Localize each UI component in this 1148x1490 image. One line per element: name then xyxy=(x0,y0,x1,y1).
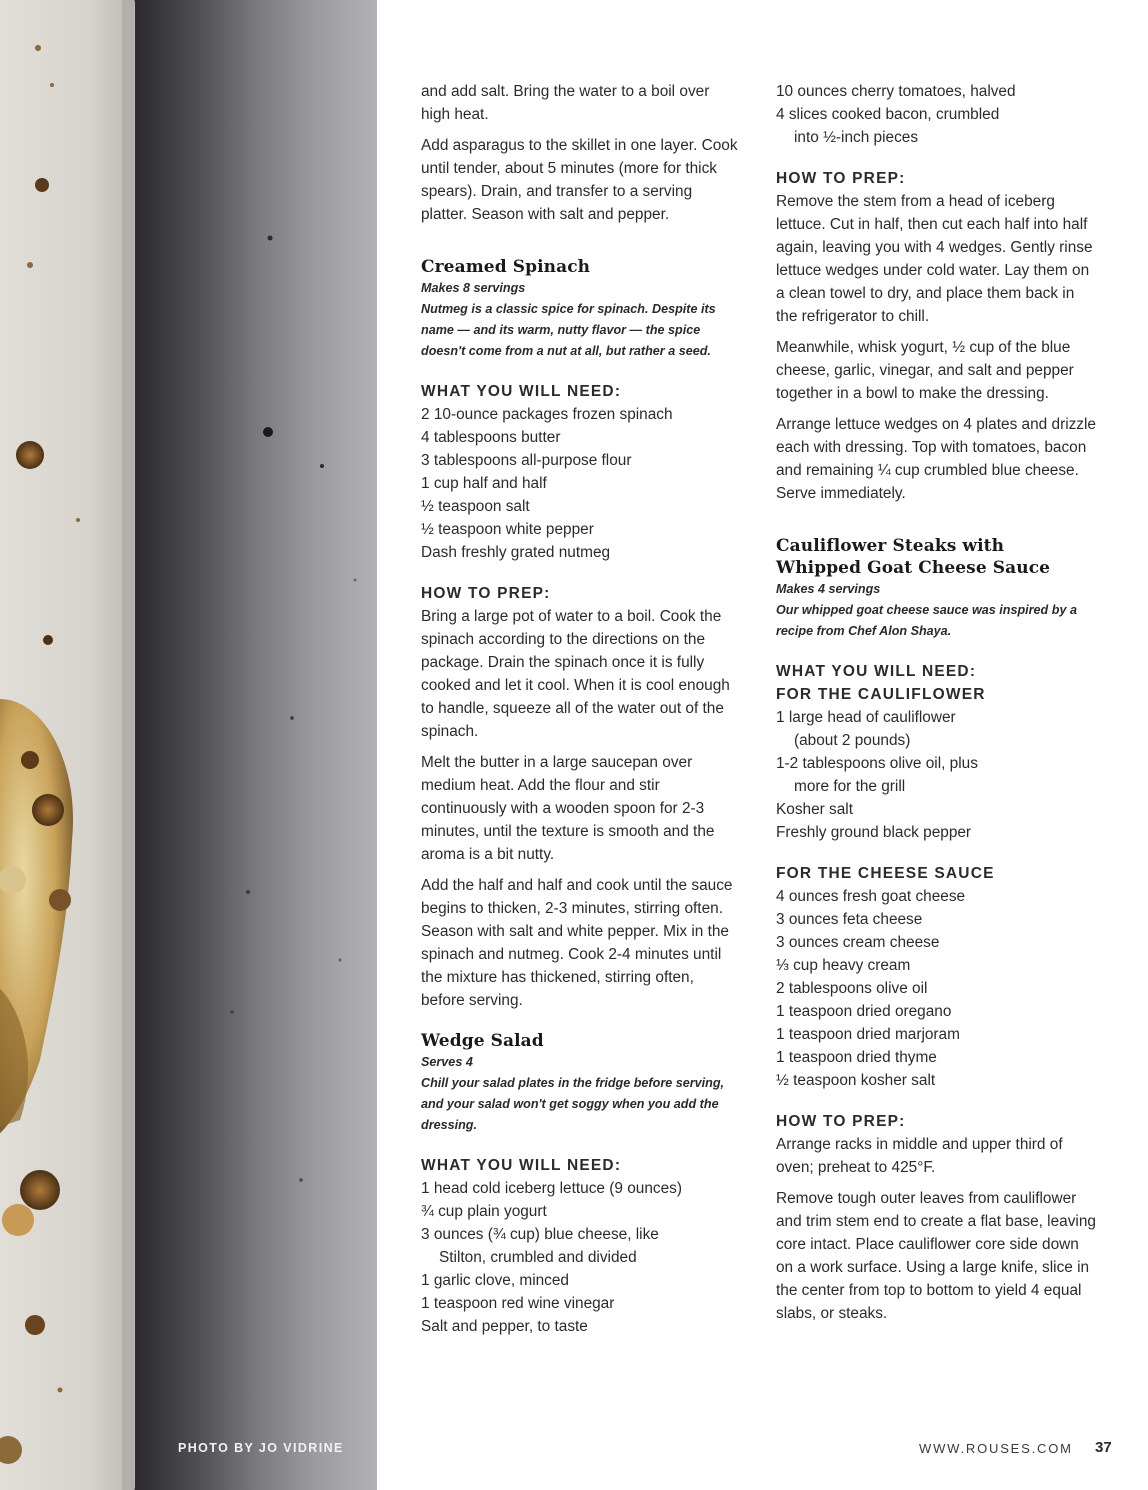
recipe-title-creamed-spinach: Creamed Spinach xyxy=(421,257,591,277)
ingredient-item: more for the grill xyxy=(794,778,906,795)
prep-step: Meanwhile, whisk yogurt, ½ cup of the blue cheese, garlic, vinegar, and salt and pepper together in a bowl to make the dressing. xyxy=(776,339,1074,402)
column-left xyxy=(421,80,741,1338)
ingredient-list xyxy=(421,403,741,564)
recipe-title-cauliflower-line2: Whipped Goat Cheese Sauce xyxy=(776,558,1051,578)
prep-step: Remove the stem from a head of iceberg lettuce. Cut in half, then cut each half into half again, leaving you with 4 wedges. Gently rinse lettuce wedges under cold water. Lay them on a clean towel to dry, and place them back in the refrigerator to chill. xyxy=(776,193,1093,325)
ingredient-item: ½ teaspoon white pepper xyxy=(421,521,594,538)
ingredient-item: ⅓ cup heavy cream xyxy=(776,957,911,974)
section-heading-need: WHAT YOU WILL NEED: xyxy=(776,663,977,680)
section-heading-need: WHAT YOU WILL NEED: xyxy=(421,1157,622,1174)
page-number: 37 xyxy=(1095,1439,1112,1456)
ingredient-item: ¾ cup plain yogurt xyxy=(421,1203,547,1220)
section-heading-prep: HOW TO PREP: xyxy=(776,1113,906,1130)
photo-credit: PHOTO BY JO VIDRINE xyxy=(178,1441,344,1455)
recipe-yield: Makes 8 servings xyxy=(421,281,526,295)
asparagus-paragraph: Add asparagus to the skillet in one layer. Cook until tender, about 5 minutes (more for thick spears). Drain, and transfer to a serving platter. Season with salt and pepper. xyxy=(421,137,738,223)
recipe-note: Chill your salad plates in the fridge before serving, and your salad won't get soggy when you add the dressing. xyxy=(421,1076,725,1132)
ingredient-item: 3 ounces feta cheese xyxy=(776,911,923,928)
section-heading-prep: HOW TO PREP: xyxy=(776,170,906,187)
ingredient-item: 2 10-ounce packages frozen spinach xyxy=(421,406,673,423)
prep-step: Arrange racks in middle and upper third of oven; preheat to 425°F. xyxy=(776,1136,1063,1176)
ingredient-item: 4 slices cooked bacon, crumbled xyxy=(776,106,1000,123)
recipe-note: Our whipped goat cheese sauce was inspired by a recipe from Chef Alon Shaya. xyxy=(776,603,1077,638)
section-subheading-cauliflower: FOR THE CAULIFLOWER xyxy=(776,686,986,703)
section-subheading-cheese-sauce: FOR THE CHEESE SAUCE xyxy=(776,865,995,882)
ingredient-item: 1 teaspoon red wine vinegar xyxy=(421,1295,615,1312)
ingredient-item: 1 head cold iceberg lettuce (9 ounces) xyxy=(421,1180,682,1197)
ingredient-item: 3 tablespoons all-purpose flour xyxy=(421,452,632,469)
ingredient-item: Freshly ground black pepper xyxy=(776,824,972,841)
recipe-title-cauliflower-line1: Cauliflower Steaks with xyxy=(776,536,1005,556)
ingredient-item: 4 tablespoons butter xyxy=(421,429,561,446)
ingredient-list xyxy=(776,885,1098,1092)
prep-step: Remove tough outer leaves from cauliflower and trim stem end to create a flat base, leaving core intact. Place cauliflower core side down on a work surface. Using a large knife, slice in the center from top to bottom to yield 4 equal slabs, or steaks. xyxy=(776,1190,1096,1322)
ingredient-item: 1 garlic clove, minced xyxy=(421,1272,569,1289)
ingredient-item: 4 ounces fresh goat cheese xyxy=(776,888,966,905)
ingredient-item: ½ teaspoon kosher salt xyxy=(776,1072,936,1089)
ingredient-item: 1 teaspoon dried marjoram xyxy=(776,1026,960,1043)
ingredient-item: Kosher salt xyxy=(776,801,853,818)
ingredient-item: 1 teaspoon dried thyme xyxy=(776,1049,937,1066)
ingredient-item: 2 tablespoons olive oil xyxy=(776,980,928,997)
section-heading-prep: HOW TO PREP: xyxy=(421,585,551,602)
ingredient-item: 3 ounces cream cheese xyxy=(776,934,940,951)
prep-step: Bring a large pot of water to a boil. Cook the spinach according to the directions on the package. Drain the spinach once it is fully cooked and let it cool. When it is cool enough to handle, squeeze all of the water out of the spinach. xyxy=(421,608,730,740)
food-photo xyxy=(0,0,377,1490)
recipe-note: Nutmeg is a classic spice for spinach. Despite its name — and its warm, nutty flavor — the spice doesn't come from a nut at all, but rather a seed. xyxy=(421,302,716,358)
ingredient-item: into ½-inch pieces xyxy=(794,129,919,146)
ingredient-item: Salt and pepper, to taste xyxy=(421,1318,588,1335)
prep-step: Add the half and half and cook until the sauce begins to thicken, 2-3 minutes, stirring often. Season with salt and white pepper. Mix in the spinach and nutmeg. Cook 2-4 minutes until the mixture has thickened, stirring often, before serving. xyxy=(421,877,733,1009)
ingredient-item: ½ teaspoon salt xyxy=(421,498,530,515)
ingredient-list xyxy=(421,1177,741,1338)
ingredient-item: 1-2 tablespoons olive oil, plus xyxy=(776,755,978,772)
section-heading-need: WHAT YOU WILL NEED: xyxy=(421,383,622,400)
column-right xyxy=(776,80,1098,1325)
photo-illustration xyxy=(0,0,377,1490)
ingredient-item: 3 ounces (¾ cup) blue cheese, like xyxy=(421,1226,659,1243)
ingredient-item: (about 2 pounds) xyxy=(794,732,911,749)
ingredient-item: Stilton, crumbled and divided xyxy=(439,1249,637,1266)
recipe-yield: Serves 4 xyxy=(421,1055,473,1069)
recipe-title-wedge-salad: Wedge Salad xyxy=(421,1031,544,1051)
ingredient-item: 1 teaspoon dried oregano xyxy=(776,1003,952,1020)
prep-step: Melt the butter in a large saucepan over medium heat. Add the flour and stir continuously with a wooden spoon for 2-3 minutes, until the texture is smooth and the aroma is a bit nutty. xyxy=(421,754,715,863)
ingredient-item: 1 cup half and half xyxy=(421,475,547,492)
ingredient-item: 1 large head of cauliflower xyxy=(776,709,956,726)
recipe-yield: Makes 4 servings xyxy=(776,582,881,596)
ingredient-list xyxy=(776,80,1098,149)
ingredient-item: Dash freshly grated nutmeg xyxy=(421,544,611,561)
ingredient-item: 10 ounces cherry tomatoes, halved xyxy=(776,83,1016,100)
prep-step: Arrange lettuce wedges on 4 plates and drizzle each with dressing. Top with tomatoes, bacon and remaining ¼ cup crumbled blue cheese. Serve immediately. xyxy=(776,416,1096,502)
footer-website: WWW.ROUSES.COM xyxy=(919,1441,1073,1456)
ingredient-list xyxy=(776,706,1098,844)
asparagus-paragraph: and add salt. Bring the water to a boil over high heat. xyxy=(421,83,710,123)
